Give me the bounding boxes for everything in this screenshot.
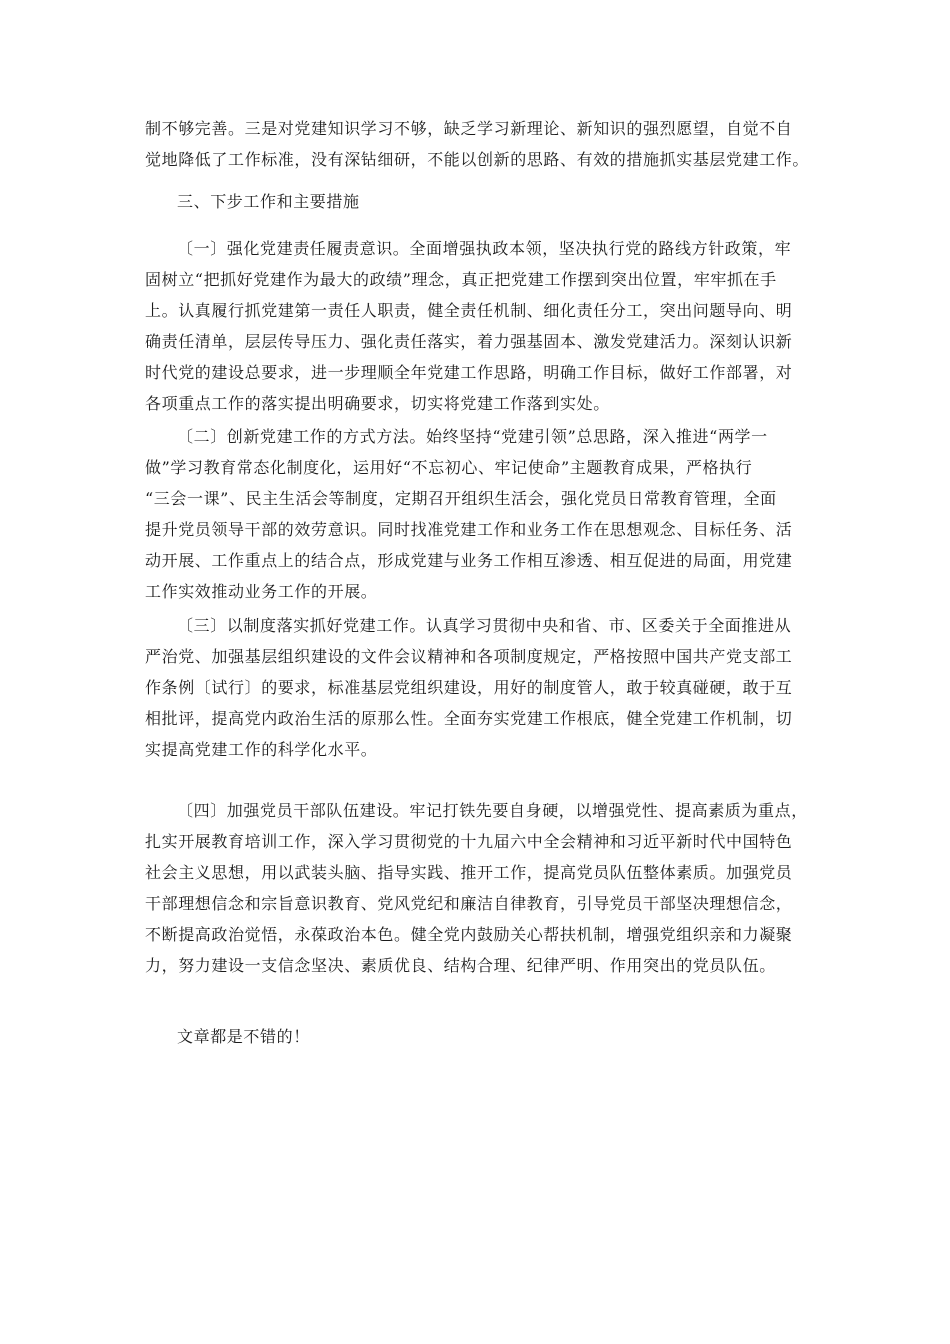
paragraph-line: 〔三〕以制度落实抓好党建工作。认真学习贯彻中央和省、市、区委关于全面推进从	[177, 616, 792, 635]
paragraph-line: 时代党的建设总要求，进一步理顺全年党建工作思路，明确工作目标，做好工作部署，对	[145, 363, 793, 382]
paragraph-3	[145, 610, 810, 765]
paragraph-line: 作条例〔试行〕的要求，标准基层党组织建设，用好的制度管人，敢于较真碰硬，敢于互	[145, 678, 793, 697]
paragraph-line: 觉地降低了工作标准，没有深钻细研，不能以创新的思路、有效的措施抓实基层党建工作。	[145, 150, 810, 169]
paragraph-line: 〔二〕创新党建工作的方式方法。始终坚持“党建引领”总思路，深入推进“两学一	[177, 427, 768, 446]
paragraph-line: 做”学习教育常态化制度化，运用好“不忘初心、牢记使命”主题教育成果，严格执行	[145, 458, 753, 477]
closing-line: 文章都是不错的！	[177, 1027, 310, 1046]
paragraph-line: 不断提高政治觉悟，永葆政治本色。健全党内鼓励关心帮扶机制，增强党组织亲和力凝聚	[145, 925, 793, 944]
paragraph-line: 力，努力建设一支信念坚决、素质优良、结构合理、纪律严明、作用突出的党员队伍。	[145, 956, 776, 975]
paragraph-4	[145, 795, 810, 981]
paragraph-line: 上。认真履行抓党建第一责任人职责，健全责任机制、细化责任分工，突出问题导向、明	[145, 301, 793, 320]
paragraph-line: 〔一〕强化党建责任履责意识。全面增强执政本领，坚决执行党的路线方针政策，牢	[177, 239, 792, 258]
paragraph-line: 社会主义思想，用以武装头脑、指导实践、推开工作，提高党员队伍整体素质。加强党员	[145, 863, 793, 882]
paragraph-line: 提升党员领导干部的效劳意识。同时找准党建工作和业务工作在思想观念、目标任务、活	[145, 520, 793, 539]
paragraph-line: 实提高党建工作的科学化水平。	[145, 740, 378, 759]
paragraph-line: 确责任清单，层层传导压力、强化责任落实，着力强基固本、激发党建活力。深刻认识新	[145, 332, 793, 351]
paragraph-line: 各项重点工作的落实提出明确要求，切实将党建工作落到实处。	[145, 394, 610, 413]
paragraph-line: “三会一课”、民主生活会等制度，定期召开组织生活会，强化党员日常教育管理，全面	[145, 489, 777, 508]
paragraph-line: 制不够完善。三是对党建知识学习不够，缺乏学习新理论、新知识的强烈愿望，自觉不自	[145, 119, 793, 138]
paragraph-line: 固树立“把抓好党建作为最大的政绩”理念，真正把党建工作摆到突出位置，牢牢抓在手	[145, 270, 777, 289]
intro-paragraph	[145, 113, 810, 175]
paragraph-line: 相批评，提高党内政治生活的原那么性。全面夯实党建工作根底，健全党建工作机制，切	[145, 709, 793, 728]
paragraph-line: 工作实效推动业务工作的开展。	[145, 582, 378, 601]
paragraph-line: 扎实开展教育培训工作，深入学习贯彻党的十九届六中全会精神和习近平新时代中国特色	[145, 832, 793, 851]
paragraph-line: 严治党、加强基层组织建设的文件会议精神和各项制度规定，严格按照中国共产党支部工	[145, 647, 793, 666]
paragraph-line: 干部理想信念和宗旨意识教育、党风党纪和廉洁自律教育，引导党员干部坚决理想信念，	[145, 894, 793, 913]
paragraph-line: 动开展、工作重点上的结合点，形成党建与业务工作相互渗透、相互促进的局面，用党建	[145, 551, 793, 570]
paragraph-2	[145, 421, 810, 607]
paragraph-1	[145, 233, 810, 419]
paragraph-line: 〔四〕加强党员干部队伍建设。牢记打铁先要自身硬，以增强党性、提高素质为重点，	[177, 801, 808, 820]
section-heading: 三、下步工作和主要措施	[177, 192, 360, 211]
